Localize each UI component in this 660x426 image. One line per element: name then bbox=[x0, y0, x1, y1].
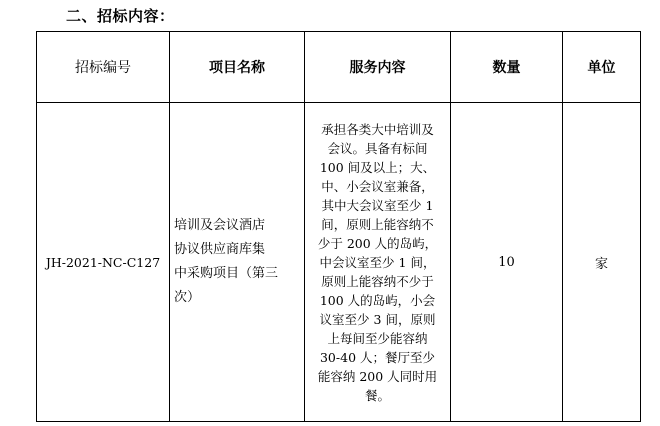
service-line: 少于 200 人的岛屿， bbox=[317, 235, 438, 251]
project-name-line: 中采购项目（第三 bbox=[174, 266, 279, 281]
service-line: 议室至少 3 间，原则 bbox=[319, 311, 436, 327]
service-line: 能容纳 200 人同时用 bbox=[317, 368, 438, 384]
header-project-name: 项目名称 bbox=[170, 32, 305, 103]
project-name-cell bbox=[170, 103, 305, 422]
bid-number-cell: JH-2021-NC-C127 bbox=[37, 103, 170, 422]
header-unit: 单位 bbox=[563, 32, 641, 103]
bid-content-table bbox=[36, 31, 641, 422]
service-line: 原则上能容纳不少于 bbox=[321, 273, 434, 289]
header-bid-number: 招标编号 bbox=[37, 32, 170, 103]
unit-cell: 家 bbox=[563, 103, 641, 422]
table-header-row bbox=[37, 32, 641, 103]
service-line: 中、小会议室兼备， bbox=[321, 178, 434, 194]
project-name-line: 次） bbox=[174, 290, 201, 305]
quantity-cell: 10 bbox=[451, 103, 563, 422]
section-title: 二、招标内容： bbox=[66, 7, 175, 25]
service-line: 30-40 人；餐厅至少 bbox=[319, 349, 435, 365]
header-service-content: 服务内容 bbox=[305, 32, 451, 103]
service-line: 承担各类大中培训及 bbox=[321, 121, 434, 137]
service-line: 100 人的岛屿，小会 bbox=[319, 292, 436, 308]
project-name-line: 协议供应商库集 bbox=[174, 242, 266, 257]
service-line: 其中大会议室至少 1 bbox=[321, 197, 434, 213]
service-line: 间，原则上能容纳不 bbox=[321, 216, 434, 232]
service-line: 100 间及以上；大、 bbox=[319, 159, 436, 175]
service-line: 上每间至少能容纳 bbox=[327, 330, 428, 346]
service-line: 会议。具备有标间 bbox=[327, 140, 428, 156]
table-row bbox=[37, 103, 641, 422]
service-line: 餐。 bbox=[364, 387, 390, 403]
service-content-cell bbox=[305, 103, 451, 422]
project-name-line: 培训及会议酒店 bbox=[174, 218, 266, 233]
service-line: 中会议室至少 1 间， bbox=[319, 254, 436, 270]
header-quantity: 数量 bbox=[451, 32, 563, 103]
